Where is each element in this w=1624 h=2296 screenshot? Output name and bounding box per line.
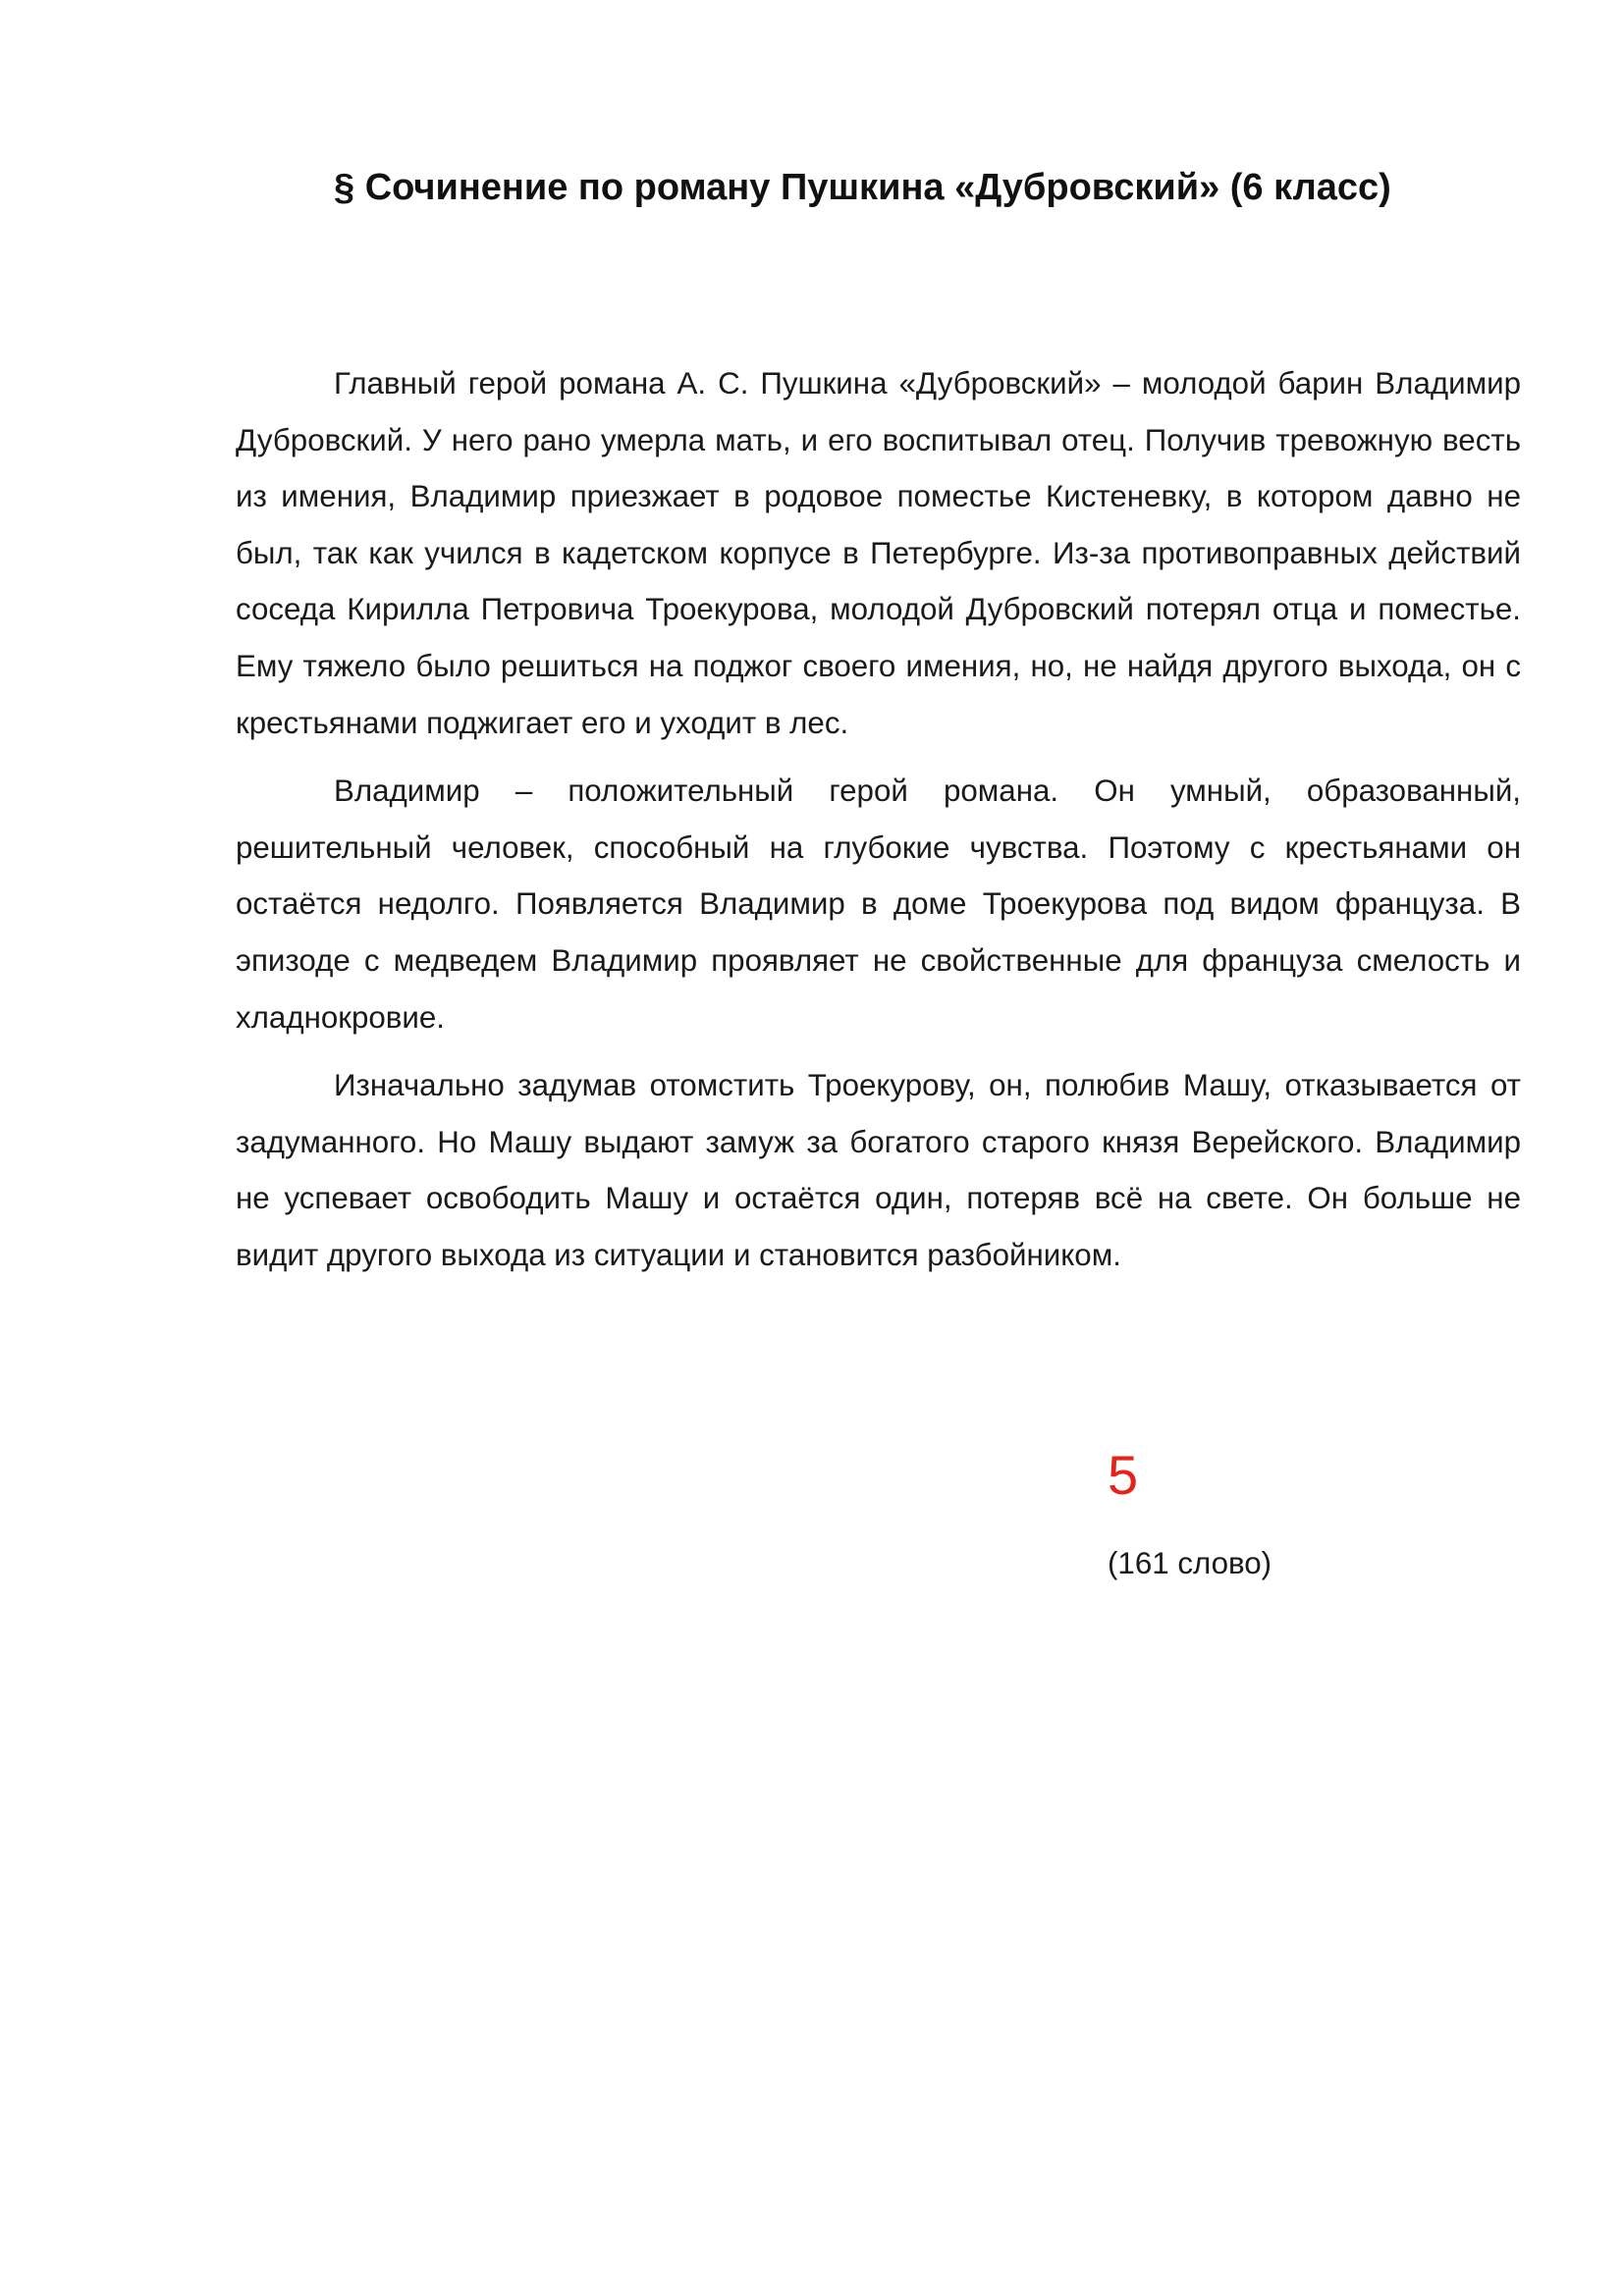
essay-body [236,355,1521,1296]
essay-paragraph-1: Главный герой романа А. С. Пушкина «Дубровский» – молодой барин Владимир Дубровский. У него рано умерла мать, и его воспитывал отец. Получив тревожную весть из имения, Владимир приезжает в родовое поместье Кистеневку, в котором давно не был, так как учился в кадетском корпусе в Петербурге. Из-за противоправных действий соседа Кирилла Петровича Троекурова, молодой Дубровский потерял отца и поместье. Ему тяжело было решиться на поджог своего имения, но, не найдя другого выхода, он с крестьянами поджигает его и уходит в лес. [236,366,1521,740]
essay-paragraph-3: Изначально задумав отомстить Троекурову, он, полюбив Машу, отказывается от задуманного. Но Машу выдают замуж за богатого старого князя Верейского. Владимир не успевает освободить Машу и остаётся один, потеряв всё на свете. Он больше не видит другого выхода из ситуации и становится разбойником. [236,1068,1521,1272]
essay-title: § Сочинение по роману Пушкина «Дубровский» (6 класс) [334,167,1391,208]
grade-mark: 5 [1108,1444,1139,1506]
essay-paragraph-2: Владимир – положительный герой романа. Он умный, образованный, решительный человек, способный на глубокие чувства. Поэтому с крестьянами он остаётся недолго. Появляется Владимир в доме Троекурова под видом француза. В эпизоде с медведем Владимир проявляет не свойственные для француза смелость и хладнокровие. [236,774,1521,1035]
word-count: (161 слово) [1108,1546,1272,1580]
